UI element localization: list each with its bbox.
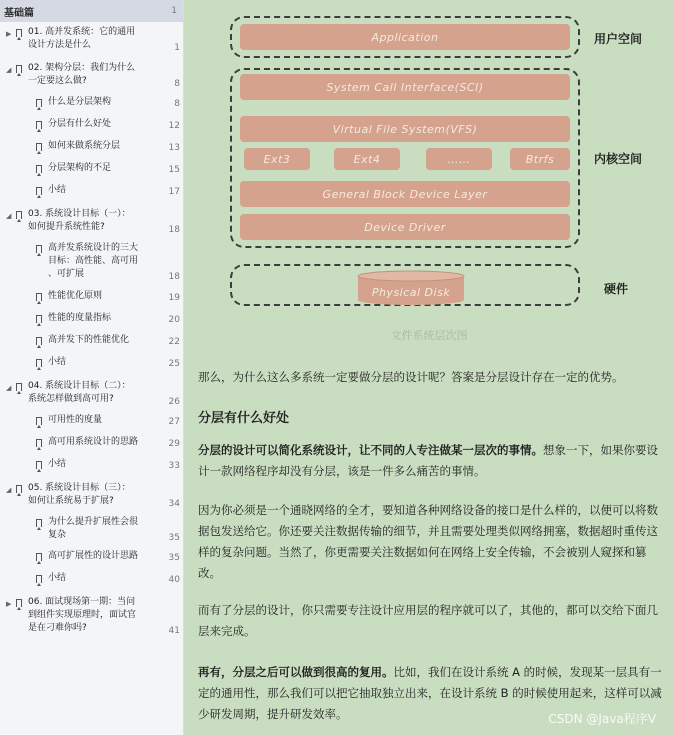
paragraph-3: 因为你必须是一个通晓网络的全才，要知道各种网络设备的接口是什么样的，以便可以将数据包发送给它。你还要关注数据传输的细节，并且需要处理类似网络拥塞，数据超时重传这样的复杂问题。当然了，你更需要关注数据如何在网络上安全传输，不会被别人窥探和篡改。 xyxy=(198,503,658,580)
outline-item-label-line: 为什么提升扩展性会很 xyxy=(48,517,139,527)
outline-sidebar xyxy=(0,0,184,735)
outline-section[interactable] xyxy=(0,570,184,589)
kernel-space-label: 内核空间 xyxy=(594,152,643,166)
outline-item-label xyxy=(48,96,158,109)
collapse-arrow-icon[interactable]: ◢ xyxy=(6,486,12,494)
diagram-caption: 文件系统层次图 xyxy=(390,329,468,342)
bookmark-icon xyxy=(16,211,22,219)
hardware-label: 硬件 xyxy=(604,282,629,296)
bookmark-icon xyxy=(36,575,42,583)
outline-item-label xyxy=(48,334,158,347)
outline-item-label-line: 小结 xyxy=(48,185,67,195)
vfs-bar: Virtual File System(VFS) xyxy=(240,116,570,142)
outline-header-label: 基础篇 xyxy=(4,7,34,19)
outline-item-label xyxy=(48,140,158,153)
outline-section[interactable] xyxy=(0,354,184,373)
user-space-label: 用户空间 xyxy=(594,32,643,46)
outline-chapter[interactable] xyxy=(0,206,184,238)
outline-item-label-line: 03. 系统设计目标（一）： xyxy=(28,209,131,219)
collapse-arrow-icon[interactable]: ◢ xyxy=(6,66,12,74)
outline-item-label-line: 分层有什么好处 xyxy=(48,119,112,129)
outline-item-label-line: 01. 高并发系统：它的通用 xyxy=(28,27,136,37)
outline-item-label-line: 一定要这么做? xyxy=(28,76,87,86)
outline-item-label-line: 高可扩展性的设计思路 xyxy=(48,551,139,561)
outline-item-label-line: 小结 xyxy=(48,573,67,583)
outline-item-label xyxy=(48,436,158,449)
outline-item-page: 40 xyxy=(168,575,180,585)
outline-section[interactable] xyxy=(0,240,184,285)
device-driver-bar: Device Driver xyxy=(240,214,570,240)
outline-chapter[interactable] xyxy=(0,60,184,92)
outline-item-label-line: 04. 系统设计目标（二）： xyxy=(28,381,131,391)
outline-item-page: 17 xyxy=(168,187,180,197)
application-bar: Application xyxy=(240,24,570,50)
ellipsis-bar: …… xyxy=(426,148,492,170)
outline-item-label-line: 什么是分层架构 xyxy=(48,97,112,107)
outline-item-label xyxy=(48,118,158,131)
outline-item-label-line: 高并发系统设计的三大 xyxy=(48,243,139,253)
outline-item-label-line: 目标：高性能、高可用 xyxy=(48,256,139,266)
outline-item-page: 1 xyxy=(174,43,180,53)
paragraph-4: 而有了分层的设计，你只需要专注设计应用层的程序就可以了，其他的，都可以交给下面几层来完成。 xyxy=(198,603,658,638)
bookmark-icon xyxy=(36,417,42,425)
outline-item-label xyxy=(48,162,158,175)
bookmark-icon xyxy=(36,293,42,301)
physical-disk-label: Physical Disk xyxy=(371,285,451,299)
outline-section[interactable] xyxy=(0,412,184,431)
bookmark-icon xyxy=(36,553,42,561)
outline-item-label xyxy=(48,572,158,585)
outline-item-label-line: 如何提升系统性能? xyxy=(28,222,105,232)
outline-section[interactable] xyxy=(0,138,184,157)
outline-item-page: 19 xyxy=(168,293,180,303)
outline-item-page: 22 xyxy=(168,337,180,347)
outline-item-page: 8 xyxy=(174,79,180,89)
outline-section[interactable] xyxy=(0,434,184,453)
outline-item-label xyxy=(28,26,158,52)
outline-item-page: 29 xyxy=(168,439,180,449)
outline-item-page: 35 xyxy=(168,553,180,563)
outline-chapter[interactable] xyxy=(0,480,184,512)
bookmark-icon xyxy=(36,519,42,527)
bookmark-icon xyxy=(36,165,42,173)
outline-item-label xyxy=(28,482,158,508)
paragraph-2 xyxy=(198,440,664,482)
paragraph-5-bold: 再有，分层之后可以做到很高的复用。 xyxy=(198,665,394,679)
outline-section[interactable] xyxy=(0,332,184,351)
outline-item-label xyxy=(28,380,158,406)
outline-section[interactable] xyxy=(0,456,184,475)
outline-item-page: 33 xyxy=(168,461,180,471)
outline-item-label-line: 可用性的度量 xyxy=(48,415,103,425)
expand-arrow-icon[interactable]: ▶ xyxy=(6,30,12,38)
ext4-bar: Ext4 xyxy=(334,148,400,170)
paragraph-1: 那么，为什么这么多系统一定要做分层的设计呢？答案是分层设计存在一定的优势。 xyxy=(198,370,624,384)
outline-item-label xyxy=(28,596,158,635)
outline-item-page: 15 xyxy=(168,165,180,175)
outline-item-label-line: 高并发下的性能优化 xyxy=(48,335,130,345)
ext3-bar: Ext3 xyxy=(244,148,310,170)
outline-item-page: 25 xyxy=(168,359,180,369)
outline-item-label xyxy=(48,184,158,197)
outline-item-label xyxy=(48,516,158,542)
outline-section[interactable] xyxy=(0,310,184,329)
outline-item-page: 18 xyxy=(168,225,180,235)
outline-item-label-line: 到组件实现原理时，面试官 xyxy=(28,610,137,620)
bookmark-icon xyxy=(36,315,42,323)
bookmark-icon xyxy=(36,121,42,129)
outline-item-label xyxy=(48,550,158,563)
outline-header-page: 1 xyxy=(171,6,177,16)
btrfs-bar: Btrfs xyxy=(510,148,570,170)
bookmark-icon xyxy=(36,337,42,345)
paragraph-2-rest: 想象一下，如果你要设计一款网络程序却没有分层，该是一件多么痛苦的事情。 xyxy=(198,443,658,478)
outline-item-label-line: 复杂 xyxy=(48,530,67,540)
outline-item-page: 41 xyxy=(168,626,180,636)
outline-item-label-line: 如何来做系统分层 xyxy=(48,141,121,151)
outline-item-label xyxy=(48,290,158,303)
outline-item-page: 20 xyxy=(168,315,180,325)
outline-item-label-line: 是在刁难你吗? xyxy=(28,623,87,633)
document-page xyxy=(184,0,674,735)
collapse-arrow-icon[interactable]: ◢ xyxy=(6,212,12,220)
outline-section[interactable] xyxy=(0,116,184,135)
outline-item-label-line: 分层架构的不足 xyxy=(48,163,112,173)
outline-section[interactable] xyxy=(0,288,184,307)
expand-arrow-icon[interactable]: ▶ xyxy=(6,600,12,608)
outline-chapter[interactable] xyxy=(0,24,184,56)
outline-item-page: 34 xyxy=(168,499,180,509)
outline-item-label-line: 系统怎样做到高可用? xyxy=(28,394,114,404)
bookmark-icon xyxy=(16,65,22,73)
section-heading: 分层有什么好处 xyxy=(198,411,290,426)
bookmark-icon xyxy=(36,187,42,195)
outline-item-label xyxy=(48,242,158,281)
outline-item-page: 26 xyxy=(168,397,180,407)
bookmark-icon xyxy=(36,439,42,447)
bookmark-icon xyxy=(16,29,22,37)
outline-section[interactable] xyxy=(0,548,184,567)
outline-item-page: 35 xyxy=(168,533,180,543)
outline-item-label xyxy=(48,458,158,471)
outline-item-label xyxy=(28,62,158,88)
outline-item-label-line: 性能优化原则 xyxy=(48,291,103,301)
outline-header[interactable] xyxy=(0,0,183,22)
outline-item-page: 8 xyxy=(174,99,180,109)
outline-section[interactable] xyxy=(0,514,184,546)
outline-item-page: 12 xyxy=(168,121,180,131)
bookmark-icon xyxy=(36,461,42,469)
bookmark-icon xyxy=(36,245,42,253)
outline-item-label-line: 05. 系统设计目标（三）： xyxy=(28,483,131,493)
outline-item-label-line: 性能的度量指标 xyxy=(48,313,112,323)
file-system-diagram xyxy=(184,0,674,350)
outline-item-label-line: 、可扩展 xyxy=(48,269,85,279)
outline-item-label-line: 设计方法是什么 xyxy=(28,40,92,50)
outline-section[interactable] xyxy=(0,182,184,201)
outline-item-label xyxy=(48,312,158,325)
bookmark-icon xyxy=(16,599,22,607)
outline-item-label-line: 如何让系统易于扩展? xyxy=(28,496,114,506)
outline-chapter[interactable] xyxy=(0,594,184,639)
paragraph-2-bold: 分层的设计可以简化系统设计，让不同的人专注做某一层次的事情。 xyxy=(198,443,543,457)
outline-item-label xyxy=(48,356,158,369)
paragraph-5-rest: 比如，我们在设计系统 A 的时候，发现某一层具有一定的通用性，那么我们可以把它抽取独立出来，在设计系统 B 的时候使用起来，这样可以减少研发周期，提升研发效率。 xyxy=(198,665,662,721)
outline-item-label xyxy=(48,414,158,427)
outline-item-label-line: 06. 面试现场第一期：当问 xyxy=(28,597,136,607)
outline-section[interactable] xyxy=(0,160,184,179)
bookmark-icon xyxy=(36,359,42,367)
outline-item-page: 18 xyxy=(168,272,180,282)
outline-item-label-line: 02. 架构分层：我们为什么 xyxy=(28,63,136,73)
outline-item-label-line: 小结 xyxy=(48,459,67,469)
bookmark-icon xyxy=(16,383,22,391)
bookmark-icon xyxy=(16,485,22,493)
outline-item-label-line: 小结 xyxy=(48,357,67,367)
outline-section[interactable] xyxy=(0,94,184,113)
collapse-arrow-icon[interactable]: ◢ xyxy=(6,384,12,392)
block-layer-bar: General Block Device Layer xyxy=(240,181,570,207)
bookmark-icon xyxy=(36,99,42,107)
csdn-watermark: CSDN @Java程序V xyxy=(548,712,656,726)
outline-item-page: 27 xyxy=(168,417,180,427)
outline-item-label-line: 高可用系统设计的思路 xyxy=(48,437,139,447)
outline-chapter[interactable] xyxy=(0,378,184,410)
bookmark-icon xyxy=(36,143,42,151)
sci-bar: System Call Interface(SCI) xyxy=(240,74,570,100)
outline-item-page: 13 xyxy=(168,143,180,153)
outline-item-label xyxy=(28,208,158,234)
